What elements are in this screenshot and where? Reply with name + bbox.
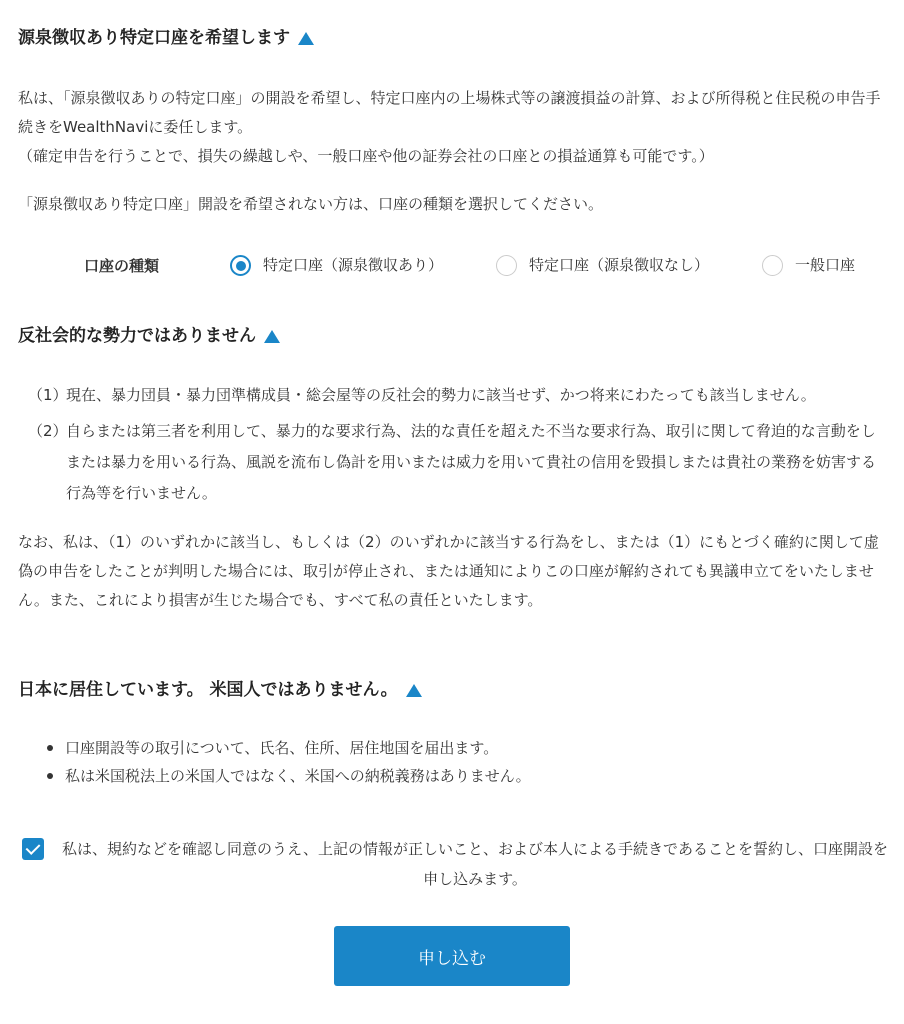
- account-type-label: 口座の種類: [84, 257, 160, 275]
- residency-section-heading: [18, 676, 422, 705]
- collapse-triangle-icon[interactable]: [264, 330, 280, 343]
- agreement-checkbox[interactable]: [22, 838, 44, 860]
- radio-unselected-icon[interactable]: [762, 255, 783, 276]
- account-type-radio-group: [0, 250, 904, 280]
- collapse-triangle-icon[interactable]: [406, 684, 422, 697]
- tax-section-instruction: 「源泉徴収あり特定口座」開設を希望されない方は、口座の種類を選択してください。: [18, 195, 604, 213]
- radio-option-specific-withholding[interactable]: [230, 253, 443, 279]
- radio-option-label: 特定口座（源泉徴収あり）: [263, 256, 444, 274]
- tax-section-text: 私は、「源泉徴収ありの特定口座」の開設を希望し、特定口座内の上場株式等の譲渡損益の計算、および所得税と住民税の申告手続きをWealthNaviに委任します。: [18, 89, 881, 136]
- antisocial-item-1: [28, 380, 890, 411]
- list-item: 私は米国税法上の米国人ではなく、米国への納税義務はありません。: [40, 762, 531, 790]
- tax-section-note: （確定申告を行うことで、損失の繰越しや、一般口座や他の証券会社の口座との損益通算も可能です。）: [18, 147, 714, 165]
- submit-button[interactable]: 申し込む: [334, 926, 570, 986]
- antisocial-item-2: [28, 416, 890, 509]
- collapse-triangle-icon[interactable]: [298, 32, 314, 45]
- antisocial-section-title: 反社会的な勢力ではありません: [18, 326, 256, 346]
- residency-section-title: 日本に居住しています。 米国人ではありません。: [18, 680, 398, 700]
- radio-option-label: 特定口座（源泉徴収なし）: [529, 256, 710, 274]
- agreement-checkbox-row: [22, 834, 892, 894]
- antisocial-note: なお、私は、（1）のいずれかに該当し、もしくは（2）のいずれかに該当する行為をし、または（1）にもとづく確約に関して虚偽の申告をしたことが判明した場合には、取引が停止され、または通知によりこの口座が解約されても異議申立てをいたしません。また、これにより損害が生じた場合でも、すべて私の責任といたします。: [18, 533, 879, 609]
- antisocial-section-heading: [18, 322, 280, 351]
- item-text: 現在、暴力団員・暴力団準構成員・総会屋等の反社会的勢力に該当せず、かつ将来にわたっても該当しません。: [66, 386, 816, 404]
- item-number: （2）: [28, 422, 68, 440]
- radio-unselected-icon[interactable]: [496, 255, 517, 276]
- tax-section-title: 源泉徴収あり特定口座を希望します: [18, 28, 290, 48]
- agreement-text: 私は、規約などを確認し同意のうえ、上記の情報が正しいこと、および本人による手続きであることを誓約し、口座開設を申し込みます。: [62, 840, 888, 888]
- residency-bullet-list: [40, 734, 531, 790]
- radio-selected-icon[interactable]: [230, 255, 251, 276]
- item-text: 自らまたは第三者を利用して、暴力的な要求行為、法的な責任を超えた不当な要求行為、取引に関して脅迫的な言動をしまたは暴力を用いる行為、風説を流布し偽計を用いまたは威力を用いて貴社の信用を毀損しまたは貴社の業務を妨害する行為等を行いません。: [66, 422, 877, 502]
- radio-option-label: 一般口座: [795, 256, 856, 274]
- tax-section-heading: [18, 24, 314, 53]
- item-number: （1）: [28, 386, 68, 404]
- list-item: 口座開設等の取引について、氏名、住所、居住地国を届出ます。: [40, 734, 531, 762]
- radio-option-general[interactable]: [762, 253, 855, 279]
- tax-section-paragraph: [18, 84, 886, 171]
- radio-option-specific-no-withholding[interactable]: [496, 253, 709, 279]
